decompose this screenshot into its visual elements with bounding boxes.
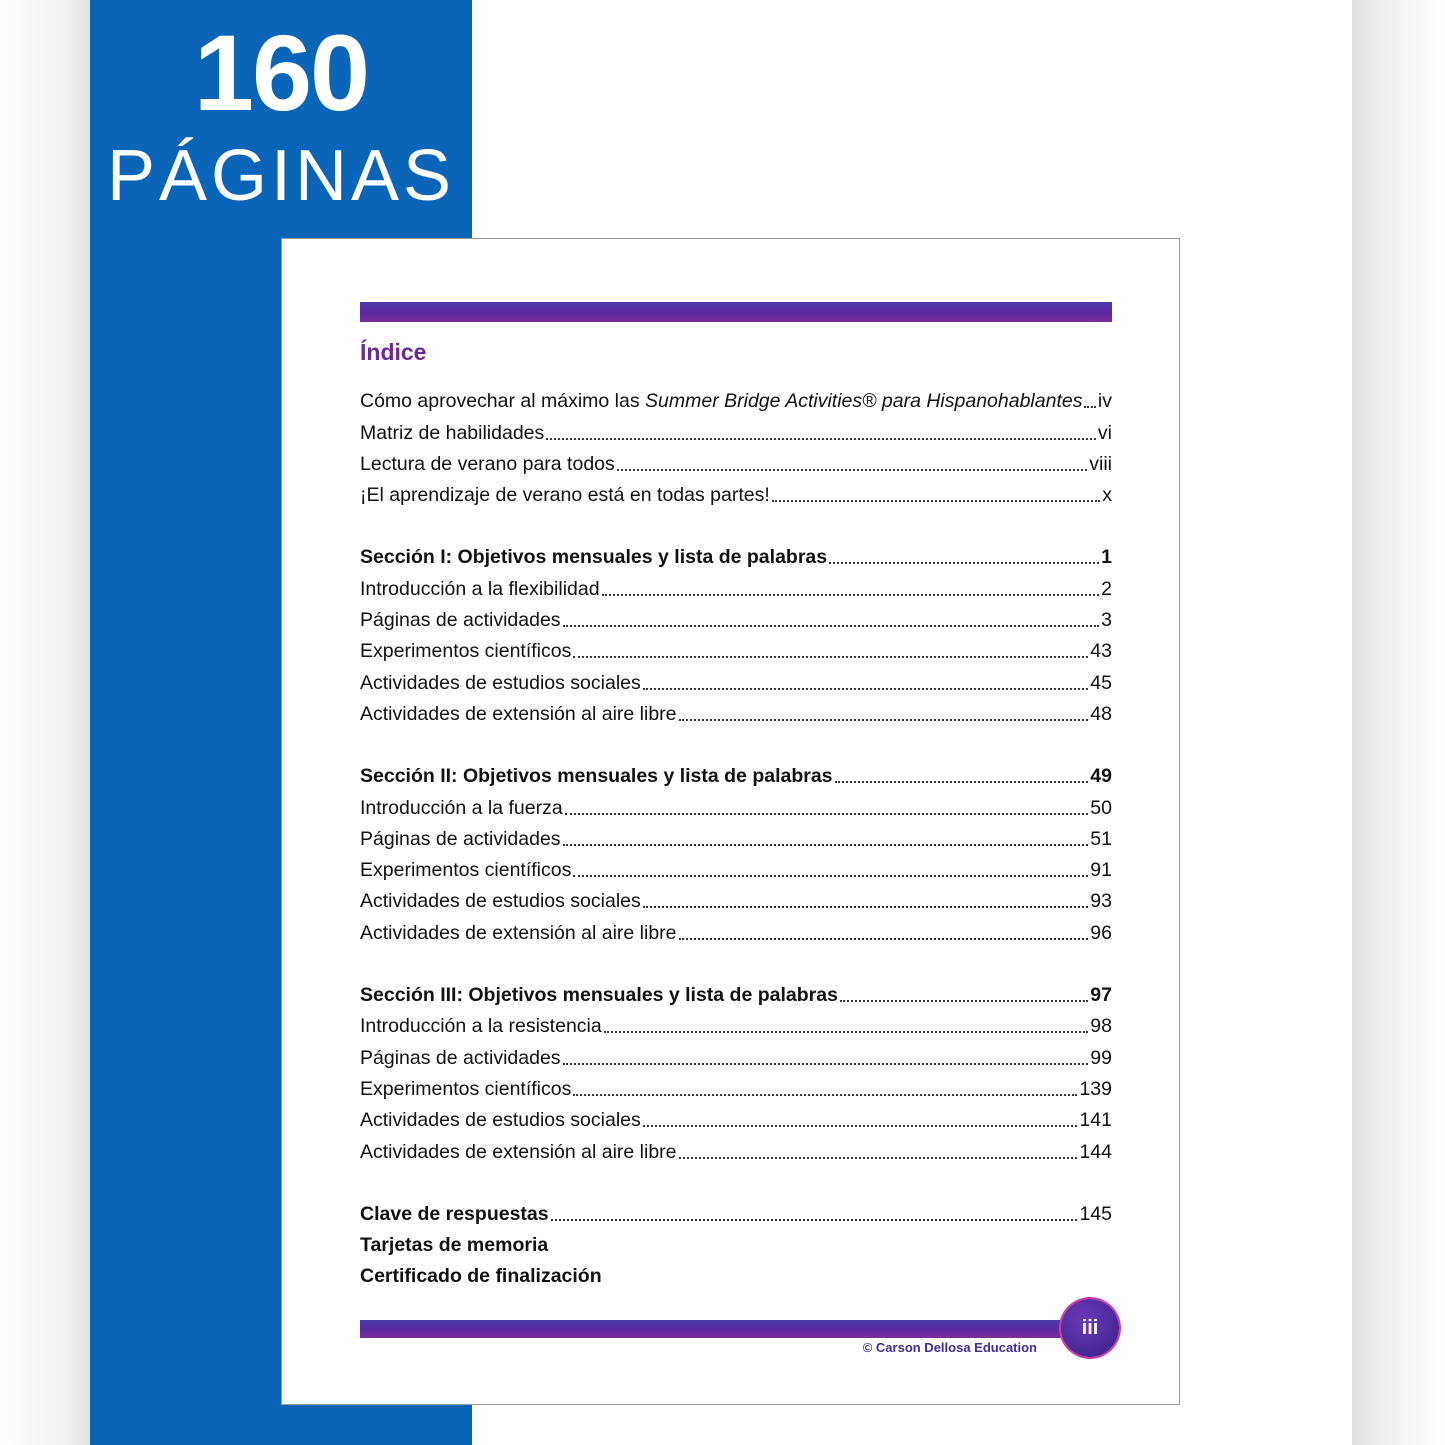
toc-entry-title: Páginas de actividades [360, 609, 561, 632]
toc-row [360, 1227, 1112, 1258]
toc-entry-title: Sección I: Objetivos mensuales y lista de palabras [360, 546, 828, 569]
toc-row [360, 914, 1112, 945]
toc-entry-title: Introducción a la resistencia [360, 1015, 602, 1038]
toc-leader-dots [563, 625, 1100, 627]
toc-entry-title: Clave de respuestas [360, 1202, 549, 1225]
toc-entry-page: 98 [1090, 1015, 1112, 1038]
page-count-label: PÁGINAS [106, 136, 456, 216]
toc-entry-page: 91 [1090, 859, 1112, 882]
toc-leader-dots [643, 688, 1089, 690]
toc-entry-title: Matriz de habilidades [360, 421, 545, 444]
toc-row [360, 1008, 1112, 1039]
bottom-decorative-bar [360, 1320, 1080, 1338]
toc-row [360, 821, 1112, 852]
toc-entry-page: iv [1097, 390, 1112, 413]
toc-row [360, 446, 1112, 477]
page-count-number: 160 [193, 12, 369, 133]
toc-entry-title: Introducción a la flexibilidad [360, 577, 600, 600]
toc-row [360, 477, 1112, 508]
toc-entry-title: Actividades de extensión al aire libre [360, 702, 677, 725]
toc-leader-dots [546, 438, 1096, 440]
toc-heading: Índice [360, 339, 427, 365]
toc-section-heading [360, 758, 1112, 789]
toc-leader-dots [679, 1157, 1078, 1159]
toc-entry-title: Lectura de verano para todos [360, 452, 615, 475]
toc-entry-title: Certificado de finalización [360, 1265, 602, 1288]
toc-row [360, 633, 1112, 664]
toc-entry-title: Páginas de actividades [360, 1046, 561, 1069]
toc-entry-page: 3 [1101, 609, 1112, 632]
toc-row [360, 383, 1112, 414]
toc-entry-title: Experimentos científicos [360, 1077, 572, 1100]
toc-entry-title: Introducción a la fuerza [360, 796, 563, 819]
toc-entry-title: ¡El aprendizaje de verano está en todas partes! [360, 484, 770, 507]
toc-entry-page: 144 [1079, 1140, 1112, 1163]
toc-entry-page: 99 [1090, 1046, 1112, 1069]
toc-entry-page: 51 [1090, 827, 1112, 850]
toc-leader-dots [602, 594, 1100, 596]
toc-entry-page: 45 [1090, 671, 1112, 694]
toc-leader-dots [643, 1125, 1078, 1127]
toc-entry-page: 50 [1090, 796, 1112, 819]
toc-entry-title: Actividades de estudios sociales [360, 671, 641, 694]
copyright-notice: © Carson Dellosa Education [862, 1340, 1037, 1355]
toc-leader-dots [563, 1063, 1089, 1065]
toc-row [360, 1039, 1112, 1070]
toc-leader-dots [643, 906, 1089, 908]
toc-leader-dots [679, 938, 1089, 940]
toc-row [360, 1102, 1112, 1133]
toc-leader-dots [835, 781, 1089, 783]
toc-row [360, 1133, 1112, 1164]
toc-entry-page: 141 [1079, 1109, 1112, 1132]
toc-entry-page: 49 [1090, 765, 1112, 788]
toc-entry-title: Actividades de extensión al aire libre [360, 921, 677, 944]
toc-entry-title: Tarjetas de memoria [360, 1234, 549, 1257]
toc-entry-page: x [1102, 484, 1112, 507]
toc-row [360, 696, 1112, 727]
toc-leader-dots [565, 813, 1089, 815]
toc-entry-page: vi [1097, 421, 1112, 444]
toc-leader-dots [573, 1094, 1077, 1096]
toc-entry-page: 145 [1079, 1202, 1112, 1225]
toc-entry-page: 43 [1090, 640, 1112, 663]
toc-row [360, 664, 1112, 695]
toc-leader-dots [1084, 406, 1095, 408]
toc-leader-dots [573, 656, 1088, 658]
toc-entry-page: 2 [1101, 577, 1112, 600]
toc-entry-page: 48 [1090, 702, 1112, 725]
toc-list [360, 383, 1112, 1289]
toc-row [360, 602, 1112, 633]
toc-entry-page: 1 [1101, 546, 1112, 569]
background-right-shadow [1352, 0, 1445, 1445]
toc-section-heading [360, 539, 1112, 570]
toc-entry-title: Sección II: Objetivos mensuales y lista de palabras [360, 765, 833, 788]
toc-row [360, 570, 1112, 601]
toc-entry-title: Experimentos científicos [360, 640, 572, 663]
toc-entry-title: Actividades de extensión al aire libre [360, 1140, 677, 1163]
top-decorative-bar [360, 302, 1112, 322]
toc-leader-dots [679, 719, 1089, 721]
toc-leader-dots [829, 562, 1099, 564]
toc-entry-page: 97 [1090, 984, 1112, 1007]
toc-leader-dots [617, 469, 1087, 471]
toc-row [360, 1258, 1112, 1289]
toc-entry-title: Páginas de actividades [360, 827, 561, 850]
toc-row [360, 883, 1112, 914]
toc-row [360, 414, 1112, 445]
toc-leader-dots [551, 1219, 1078, 1221]
toc-leader-dots [772, 500, 1100, 502]
toc-entry-page: 139 [1079, 1077, 1112, 1100]
background-left-shadow [0, 0, 92, 1445]
toc-row [360, 1071, 1112, 1102]
toc-leader-dots [563, 844, 1089, 846]
toc-entry-page: viii [1089, 452, 1112, 475]
document-page [281, 238, 1180, 1405]
toc-leader-dots [604, 1031, 1089, 1033]
toc-row [360, 789, 1112, 820]
toc-row [360, 1196, 1112, 1227]
toc-row [360, 852, 1112, 883]
toc-section-heading [360, 977, 1112, 1008]
toc-entry-title: Cómo aprovechar al máximo las Summer Bridge Activities® para Hispanohablantes [360, 390, 1083, 413]
toc-entry-page: 96 [1090, 921, 1112, 944]
toc-entry-title: Experimentos científicos [360, 859, 572, 882]
toc-entry-title: Actividades de estudios sociales [360, 1109, 641, 1132]
toc-leader-dots [573, 875, 1088, 877]
toc-entry-title: Sección III: Objetivos mensuales y lista de palabras [360, 984, 838, 1007]
toc-leader-dots [840, 1000, 1088, 1002]
page-number-badge: iii [1061, 1299, 1119, 1357]
toc-entry-title: Actividades de estudios sociales [360, 890, 641, 913]
toc-entry-page: 93 [1090, 890, 1112, 913]
